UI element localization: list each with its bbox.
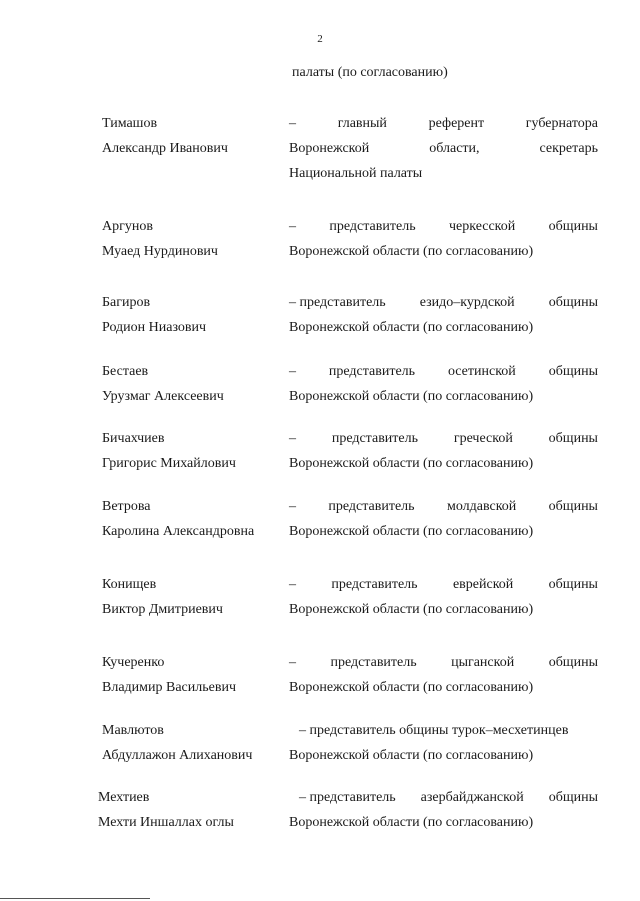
member-surname: Конищев: [102, 577, 157, 592]
role-line-3: Национальной палаты: [289, 166, 423, 181]
member-surname: Тимашов: [102, 116, 158, 131]
member-role: [289, 718, 598, 768]
role-line-1: – представитель черкесской общины: [289, 219, 598, 234]
member-name: [102, 426, 282, 476]
role-line-2: Воронежской области (по согласованию): [289, 244, 534, 259]
member-role: [289, 785, 598, 835]
role-line-2: Воронежской области (по согласованию): [289, 748, 534, 763]
role-line-1: – представитель греческой общины: [289, 431, 598, 446]
footer-divider: [0, 898, 150, 899]
member-given-name: Каролина Александровна: [102, 524, 255, 539]
role-line-1: – представитель езидо–курдской общины: [289, 295, 598, 310]
role-line-2: Воронежской области (по согласованию): [289, 389, 534, 404]
role-line-2: Воронежской области (по согласованию): [289, 320, 534, 335]
role-line-2: Воронежской области (по согласованию): [289, 815, 534, 830]
member-given-name: Родион Ниазович: [102, 320, 207, 335]
page-number: 2: [317, 33, 323, 45]
role-line-2: Воронежской области (по согласованию): [289, 456, 534, 471]
member-given-name: Урузмаг Алексеевич: [102, 389, 224, 404]
member-role: [289, 111, 598, 186]
member-surname: Мавлютов: [102, 723, 164, 738]
member-role: [289, 290, 598, 340]
member-name: [102, 650, 282, 700]
role-line-1: – главный референт губернатора: [289, 116, 598, 131]
member-surname: Кучеренко: [102, 655, 165, 670]
role-line-1: – представитель осетинской общины: [289, 364, 598, 379]
member-role: [289, 214, 598, 264]
member-given-name: Александр Иванович: [102, 141, 228, 156]
role-line-2: Воронежской области (по согласованию): [289, 524, 534, 539]
member-given-name: Владимир Васильевич: [102, 680, 236, 695]
role-line-1: – представитель азербайджанской общины: [299, 790, 598, 805]
member-role: [289, 572, 598, 622]
role-line-2: Воронежской области, секретарь: [289, 141, 598, 156]
member-role: [289, 359, 598, 409]
member-role: [289, 650, 598, 700]
role-line-2: Воронежской области (по согласованию): [289, 602, 534, 617]
member-name: [98, 785, 278, 835]
role-line-2: Воронежской области (по согласованию): [289, 680, 534, 695]
role-line-1: – представитель цыганской общины: [289, 655, 598, 670]
member-given-name: Григорис Михайлович: [102, 456, 236, 471]
member-name: [102, 290, 282, 340]
member-role: [289, 494, 598, 544]
member-name: [102, 359, 282, 409]
role-line-1: – представитель еврейской общины: [289, 577, 598, 592]
member-given-name: Виктор Дмитриевич: [102, 602, 223, 617]
member-given-name: Мехти Иншаллах оглы: [98, 815, 234, 830]
continuation-text: палаты (по согласованию): [292, 65, 448, 80]
role-line-1: – представитель общины турок–месхетинцев: [299, 723, 569, 738]
member-surname: Ветрова: [102, 499, 151, 514]
member-name: [102, 214, 282, 264]
member-role: [289, 426, 598, 476]
member-surname: Аргунов: [102, 219, 153, 234]
member-surname: Бичахчиев: [102, 431, 165, 446]
role-line-1: – представитель молдавской общины: [289, 499, 598, 514]
member-name: [102, 494, 282, 544]
member-surname: Мехтиев: [98, 790, 150, 805]
member-name: [102, 111, 282, 161]
member-given-name: Муаед Нурдинович: [102, 244, 218, 259]
member-name: [102, 718, 282, 768]
member-surname: Багиров: [102, 295, 151, 310]
member-given-name: Абдуллажон Алиханович: [102, 748, 253, 763]
member-surname: Бестаев: [102, 364, 149, 379]
member-name: [102, 572, 282, 622]
